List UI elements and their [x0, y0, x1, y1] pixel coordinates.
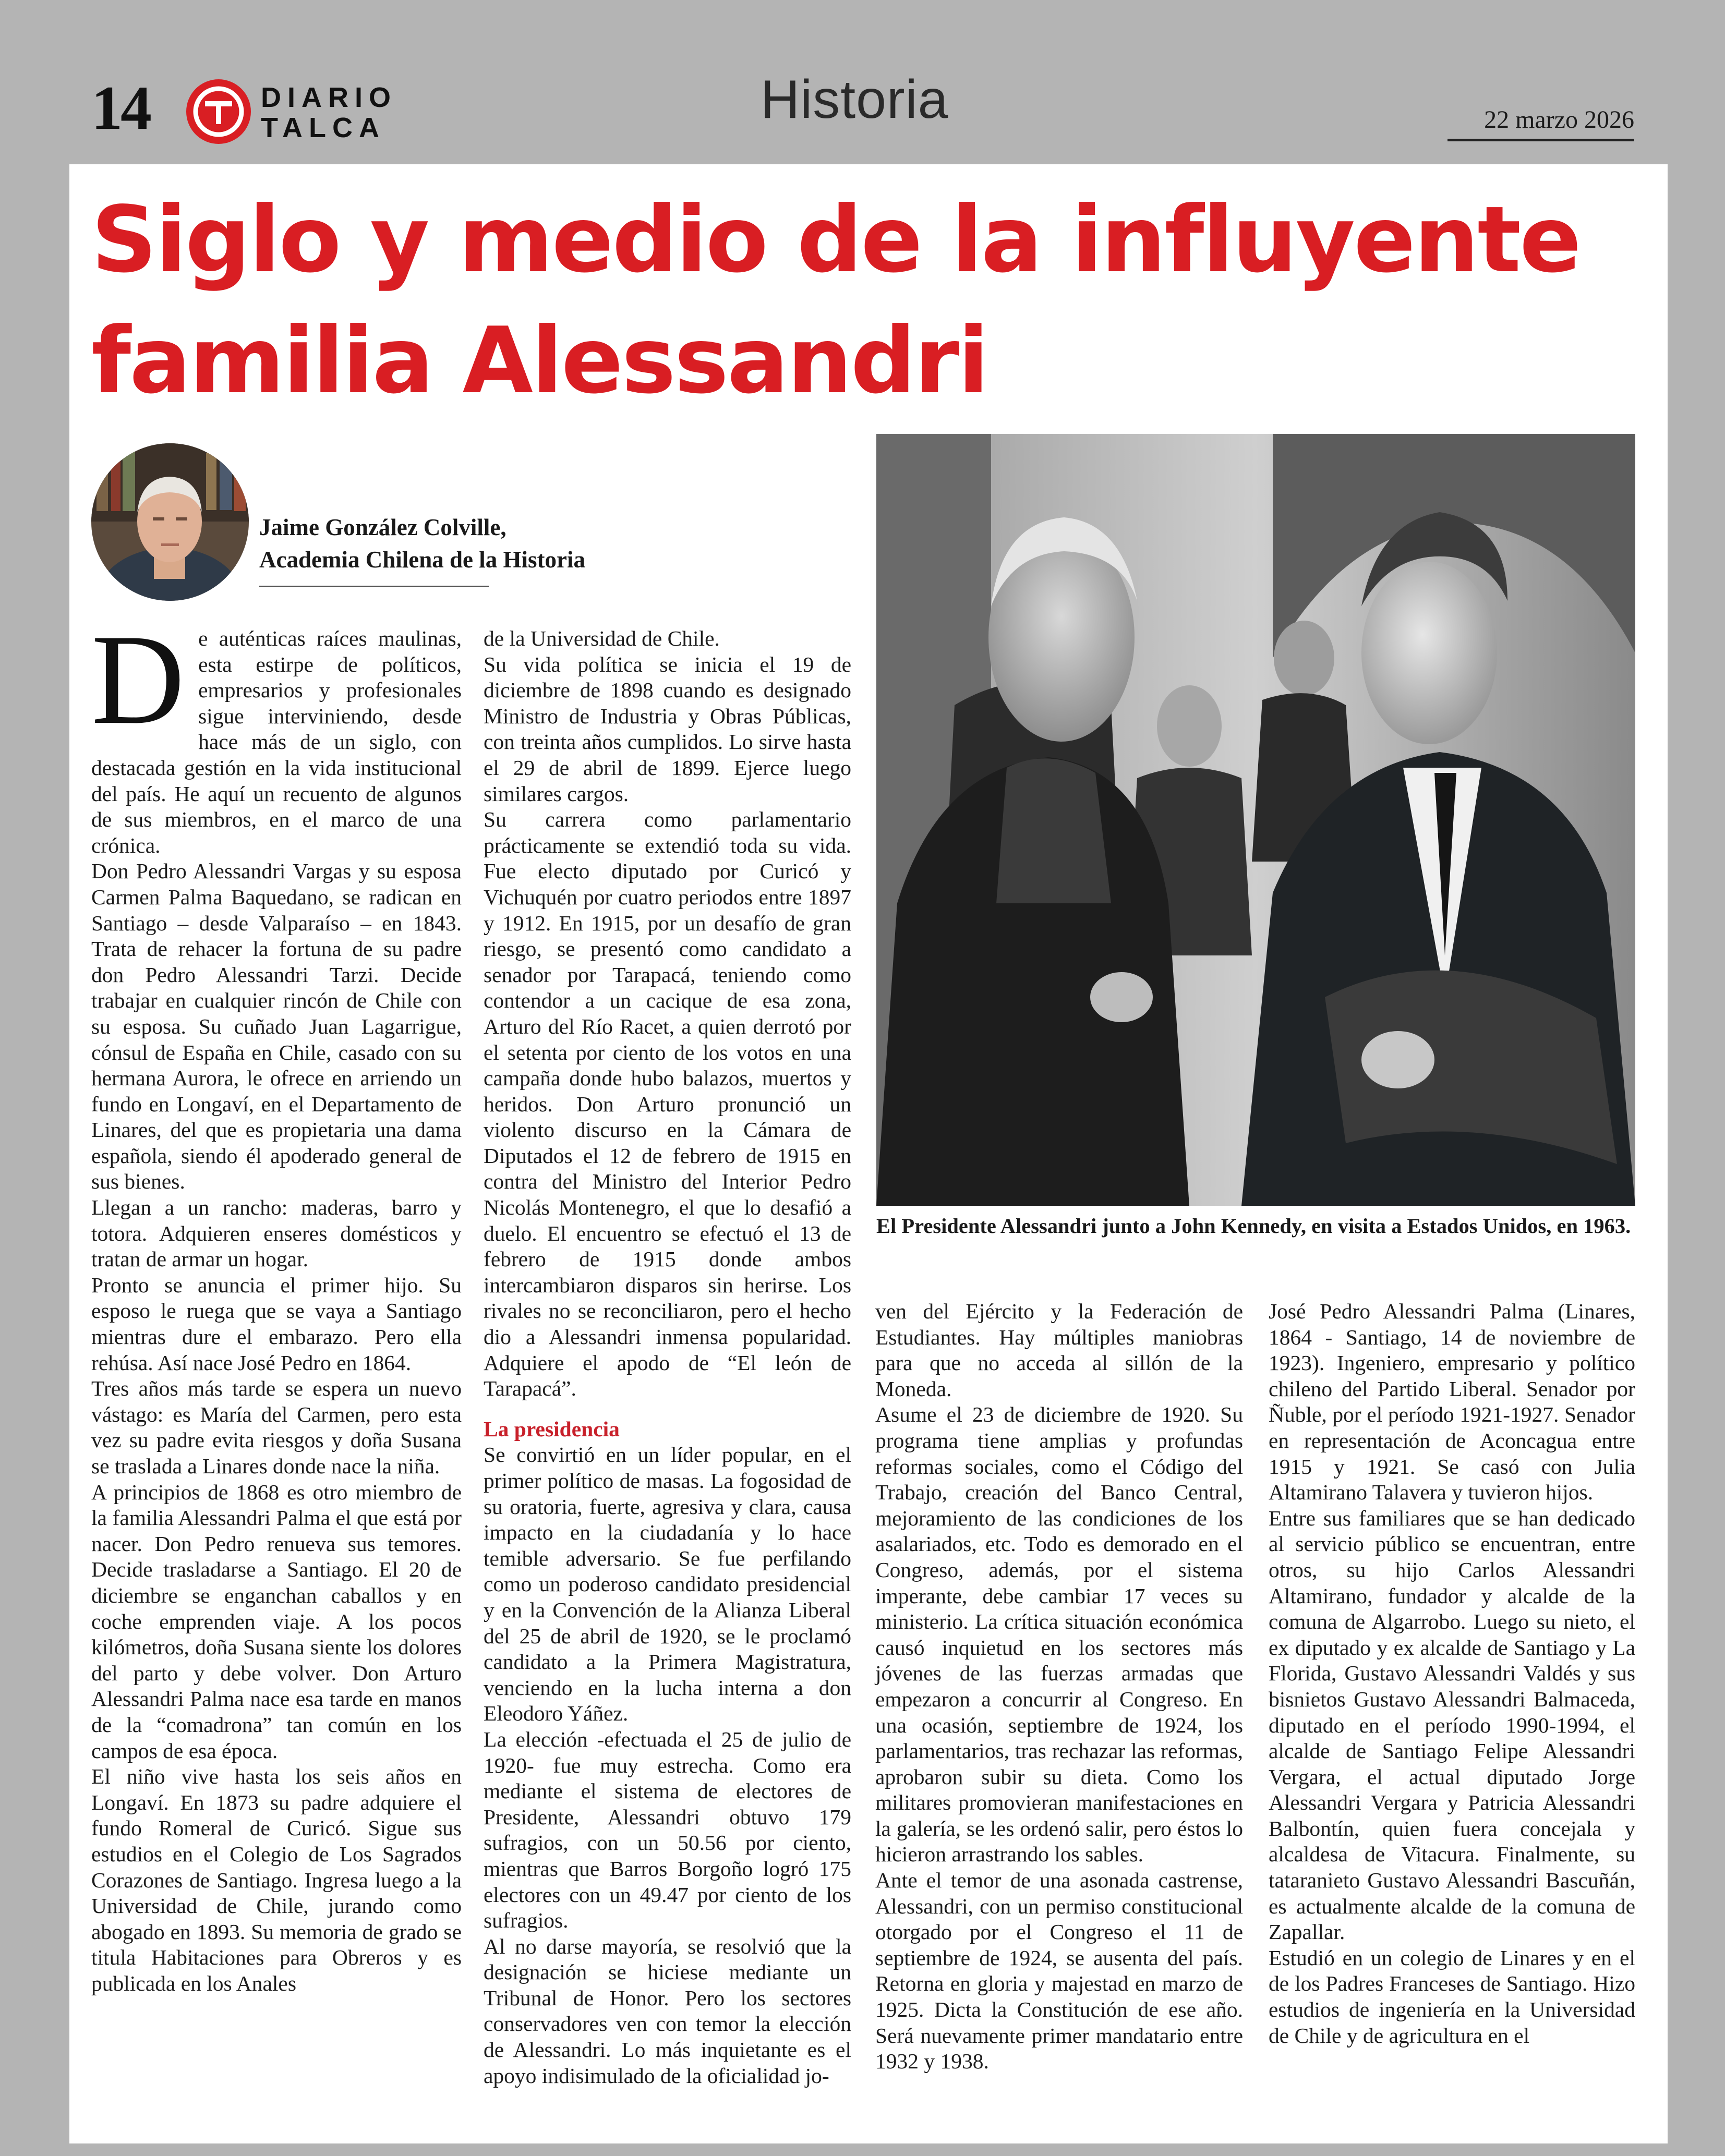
- author-underline: [259, 586, 489, 587]
- body-column-4: [1269, 1299, 1635, 2049]
- paragraph: Asume el 23 de diciembre de 1920. Su programa tiene amplias y profundas reformas sociales, como el Código del Trabajo, creación del Banco Central, mejoramiento de las condiciones de los asalariados, etc. Todo es demorado en el Congreso, además, por el sistema imperante, debe cambiar 17 veces su ministerio. La crítica situación económica causó inquietud en los sectores más jóvenes de las fuerzas armadas que empezaron a concurrir al Congreso. En una ocasión, septiembre de 1924, los parlamentarios, tras rechazar las reformas, aprobaron subir su dieta. Como los militares promovieran manifestaciones en la galería, se les ordenó salir, pero éstos lo hicieron arrastrando los sables.: [875, 1402, 1243, 1867]
- diario-talca-logo-icon: [185, 78, 252, 145]
- body-column-3: [875, 1299, 1243, 2075]
- article-photo: [876, 434, 1635, 1206]
- article-headline: Siglo y medio de la influyente familia Alessandri: [91, 187, 1580, 414]
- paragraph: Su vida política se inicia el 19 de diciembre de 1898 cuando es designado Ministro de Industria y Obras Públicas, con treinta años cumplidos. Lo sirve hasta el 29 de abril de 1899. Ejerce luego similares cargos.: [484, 652, 851, 806]
- brand-line-2: TALCA: [261, 112, 385, 143]
- section-title: Historia: [761, 69, 949, 130]
- paragraph: Se convirtió en un líder popular, en el primer político de masas. La fogosidad de su oratoria, fuerte, agresiva y clara, causa impacto en la ciudadanía y lo hace temible adversario. Se fue perfilando como un poderoso candidato presidencial y en la Convención de la Alianza Liberal del 25 de abril de 1920, se le proclamó candidato a la Primera Magistratura, venciendo en la lucha interna a don Eleodoro Yáñez.: [484, 1443, 851, 1726]
- body-column-2: [484, 626, 851, 2089]
- paragraph: Llegan a un rancho: maderas, barro y totora. Adquieren enseres domésticos y tratan de armar un hogar.: [91, 1195, 462, 1271]
- author-photo: [91, 443, 249, 601]
- paragraph: ven del Ejército y la Federación de Estudiantes. Hay múltiples maniobras para que no acceda al sillón de la Moneda.: [875, 1299, 1243, 1401]
- issue-date: 22 marzo 2026: [1484, 106, 1634, 134]
- paragraph: Ante el temor de una asonada castrense, Alessandri, con un permiso constitucional otorgado por el Congreso el 11 de septiembre de 1924, se ausenta del país. Retorna en gloria y majestad en marzo de 1925. Dicta la Constitución de ese año. Será nuevamente primer mandatario entre 1932 y 1938.: [875, 1868, 1243, 2074]
- paragraph: Al no darse mayoría, se resolvió que la designación se hiciese mediante un Tribunal de Honor. Pero los sectores conservadores ven con temor la elección de Alessandri. Lo más inquietante es el apoyo indisimulado de la oficialidad jo-: [484, 1934, 851, 2088]
- paragraph: José Pedro Alessandri Palma (Linares, 1864 - Santiago, 14 de noviembre de 1923). Ingeniero, empresario y político chileno del Partido Liberal. Senador por Ñuble, por el período 1921-1927. Senador en representación de Aconcagua entre 1915 y 1921. Se casó con Julia Altamirano Talavera y tuvieron hijos.: [1269, 1299, 1635, 1505]
- paragraph: Estudió en un colegio de Linares y en el de los Padres Franceses de Santiago. Hizo estudios de ingeniería en la Universidad de Chile y de agricultura en el: [1269, 1945, 1635, 2048]
- paragraph: El niño vive hasta los seis años en Longaví. En 1873 su padre adquiere el fundo Romeral de Curicó. Sigue sus estudios en el Colegio de Los Sagrados Corazones de Santiago. Ingresa luego a la Universidad de Chile, jurando como abogado en 1893. Su memoria de grado se titula Habitaciones para Obreros y es publicada en los Anales: [91, 1764, 462, 1995]
- paragraph: e auténticas raíces maulinas, esta estirpe de políticos, empresarios y profesionales sigue interviniendo, desde hace más de un siglo, con destacada gestión en la vida institucional del país. He aquí un recuento de algunos de sus miembros, en el marco de una crónica.: [91, 626, 462, 857]
- brand-name: [261, 82, 397, 143]
- paragraph: A principios de 1868 es otro miembro de la familia Alessandri Palma el que está por nacer. Don Pedro renueva sus temores. Decide trasladarse a Santiago. El 20 de diciembre se enganchan caballos y en coche emprenden viaje. A los pocos kilómetros, doña Susana siente los dolores del parto y debe volver. Don Arturo Alessandri Palma nace esa tarde en manos de la “comadrona” tan común en los campos de esa época.: [91, 1480, 462, 1763]
- paragraph: Su carrera como parlamentario prácticamente se extendió toda su vida. Fue electo diputado por Curicó y Vichuquén por cuatro periodos entre 1897 y 1912. En 1915, por un desafío de gran riesgo, se presentó como candidato a senador por Tarapacá, teniendo como contendor a un cacique de esa zona, Arturo del Río Racet, a quien derrotó por el setenta por ciento de los votos en una campaña donde hubo balazos, muertos y heridos. Don Arturo pronunció un violento discurso en la Cámara de Diputados el 12 de febrero de 1915 en contra del Ministro del Interior Pedro Nicolás Montenegro, el que lo desafió a duelo. El encuentro se efectuó el 13 de febrero de 1915 donde ambos intercambiaron disparos sin herirse. Los rivales no se reconciliaron, pero el hecho dio a Alessandri inmensa popularidad. Adquiere el apodo de “El león de Tarapacá”.: [484, 807, 851, 1401]
- paragraph: de la Universidad de Chile.: [484, 626, 720, 650]
- photo-caption: El Presidente Alessandri junto a John Kennedy, en visita a Estados Unidos, en 1963.: [876, 1214, 1631, 1238]
- section-subhead: La presidencia: [484, 1416, 620, 1441]
- paragraph: Entre sus familiares que se han dedicado al servicio público se encuentran, entre otros, su hijo Carlos Alessandri Altamirano, fundador y alcalde de la comuna de Algarrobo. Luego su nieto, el ex diputado y ex alcalde de Santiago y La Florida, Gustavo Alessandri Valdés y sus bisnietos Gustavo Alessandri Balmaceda, diputado en el período 1990-1994, el alcalde de Santiago Felipe Alessandri Vergara, el actual diputado Jorge Alessandri Vergara y Patricia Alessandri Balbontín, quien fuera concejala y alcaldesa de Vitacura. Finalmente, su tataranieto Gustavo Alessandri Bascuñán, es actualmente alcalde de la comuna de Zapallar.: [1269, 1506, 1635, 1944]
- page-number: 14: [91, 73, 150, 142]
- paragraph: Pronto se anuncia el primer hijo. Su esposo le ruega que se vaya a Santiago mientras dure el embarazo. Pero ella rehúsa. Así nace José Pedro en 1864.: [91, 1273, 462, 1375]
- drop-cap: D: [91, 608, 185, 751]
- author-name: Jaime González Colville,: [259, 514, 506, 540]
- date-underline: [1447, 139, 1634, 141]
- paragraph: Tres años más tarde se espera un nuevo vástago: es María del Carmen, pero esta vez su padre evita riesgos y doña Susana se traslada a Linares donde nace la niña.: [91, 1376, 462, 1478]
- body-column-1: [91, 608, 462, 1996]
- brand-line-1: DIARIO: [261, 82, 397, 113]
- paragraph: Don Pedro Alessandri Vargas y su esposa Carmen Palma Baquedano, se radican en Santiago – desde Valparaíso – en 1843. Trata de rehacer la fortuna de su padre don Pedro Alessandri Tarzi. Decide trabajar en cualquier rincón de Chile con su esposa. Su cuñado Juan Lagarrigue, cónsul de España en Chile, casado con su hermana Aurora, le ofrece en arriendo un fundo en Longaví, en el Departamento de Linares, del que es propietaria una dama española, siendo él apoderado general de sus bienes.: [91, 859, 462, 1194]
- paragraph: La elección -efectuada el 25 de julio de 1920- fue muy estrecha. Como era mediante el sistema de electores de Presidente, Alessandri obtuvo 179 sufragios, con un 50.56 por ciento, mientras que Barros Borgoño logró 175 electores con un 49.47 por ciento de los sufragios.: [484, 1727, 851, 1933]
- alessandri-kennedy-photo: [876, 434, 1635, 1206]
- author-affiliation: Academia Chilena de la Historia: [259, 547, 585, 573]
